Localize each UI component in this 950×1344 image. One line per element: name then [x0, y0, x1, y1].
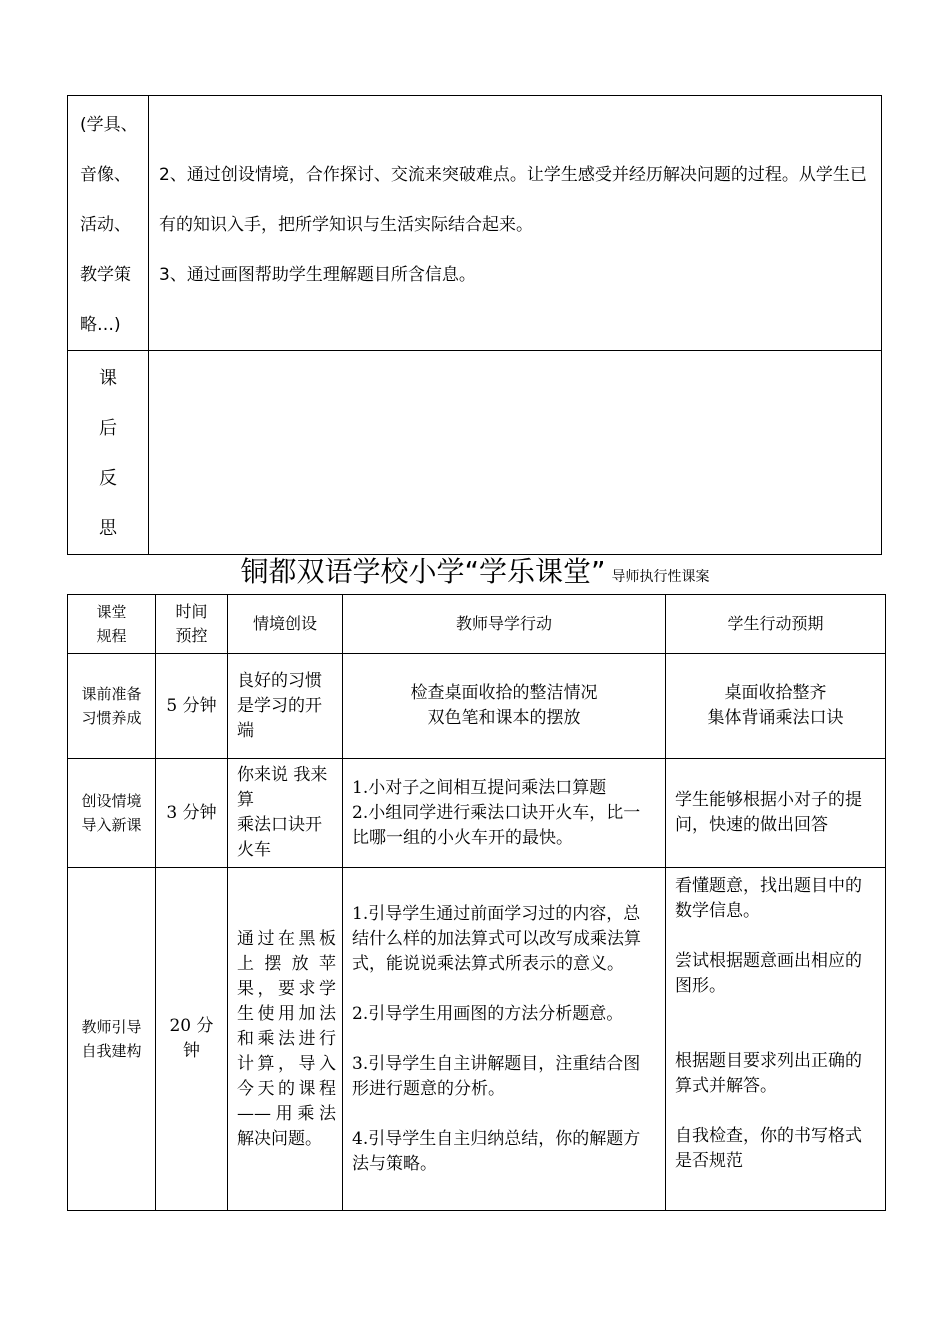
student-paragraph: 自我检查，你的书写格式是否规范	[675, 1126, 862, 1171]
teacher-cell	[343, 868, 666, 1211]
page-title	[0, 552, 950, 597]
teacher-paragraph: 3.引导学生自主讲解题目，注重结合图形进行题意的分析。	[352, 1053, 641, 1099]
header-scene: 情境创设	[228, 595, 343, 654]
strategy-content-cell	[149, 96, 882, 351]
title-main: 铜都双语学校小学“学乐课堂”	[240, 555, 606, 588]
title-sub: 导师执行性课案	[611, 569, 710, 585]
step-cell: 教师引导 自我建构	[68, 868, 156, 1211]
scene-cell: 通过在黑板上摆放苹果，要求学生使用加法和乘法进行计算，导入今天的课程——用乘法解决问题。	[228, 868, 343, 1211]
student-paragraph: 根据题目要求列出正确的算式并解答。	[675, 1051, 862, 1096]
strategy-paragraph: 2、通过创设情境，合作探讨、交流来突破难点。让学生感受并经历解决问题的过程。从学生已有的知识入手，把所学知识与生活实际结合起来。	[159, 165, 867, 235]
header-row	[68, 595, 886, 654]
time-cell: 5 分钟	[156, 654, 228, 759]
strategy-paragraph: 3、通过画图帮助学生理解题目所含信息。	[159, 265, 476, 285]
header-teacher: 教师导学行动	[343, 595, 666, 654]
time-cell: 3 分钟	[156, 759, 228, 868]
teacher-cell: 1.小对子之间相互提问乘法口算题 2.小组同学进行乘法口诀开火车，比一比哪一组的小火车开的最快。	[343, 759, 666, 868]
student-cell: 桌面收拾整齐 集体背诵乘法口诀	[666, 654, 886, 759]
teacher-cell: 检查桌面收拾的整洁情况 双色笔和课本的摆放	[343, 654, 666, 759]
student-paragraph: 尝试根据题意画出相应的图形。	[675, 951, 862, 996]
teacher-paragraph: 4.引导学生自主归纳总结，你的解题方法与策略。	[352, 1128, 641, 1174]
student-cell	[666, 868, 886, 1211]
teacher-paragraph: 2.引导学生用画图的方法分析题意。	[352, 1003, 624, 1024]
strategy-label-line: 活动、	[80, 215, 131, 235]
strategy-label-line: 音像、	[80, 165, 131, 185]
strategy-label-line: 略…)	[80, 315, 121, 335]
table-row	[68, 654, 886, 759]
header-step: 课堂 规程	[68, 595, 156, 654]
step-cell: 课前准备 习惯养成	[68, 654, 156, 759]
strategy-label-cell	[68, 96, 149, 351]
reflection-content-cell	[149, 351, 882, 555]
strategy-label-line: (学具、	[80, 115, 138, 135]
table-row	[68, 759, 886, 868]
reflection-label-char: 反	[99, 468, 117, 489]
time-cell: 20 分 钟	[156, 868, 228, 1211]
reflection-label-char: 后	[99, 418, 117, 439]
student-cell: 学生能够根据小对子的提问，快速的做出回答	[666, 759, 886, 868]
reflection-label-char: 课	[99, 368, 117, 389]
teacher-paragraph: 1.引导学生通过前面学习过的内容，总结什么样的加法算式可以改写成乘法算式，能说说乘法算式所表示的意义。	[352, 903, 641, 974]
scene-cell: 你来说 我来算 乘法口诀开火车	[228, 759, 343, 868]
header-time: 时间 预控	[156, 595, 228, 654]
table-row	[68, 868, 886, 1211]
strategy-label-line: 教学策	[80, 265, 131, 285]
reflection-label-cell	[68, 351, 149, 555]
reflection-label-char: 思	[99, 518, 117, 539]
header-student: 学生行动预期	[666, 595, 886, 654]
student-paragraph: 看懂题意，找出题目中的数学信息。	[675, 876, 862, 921]
lesson-plan-table	[67, 594, 886, 1211]
strategy-reflection-table	[67, 95, 882, 555]
scene-cell: 良好的习惯是学习的开端	[228, 654, 343, 759]
step-cell: 创设情境 导入新课	[68, 759, 156, 868]
